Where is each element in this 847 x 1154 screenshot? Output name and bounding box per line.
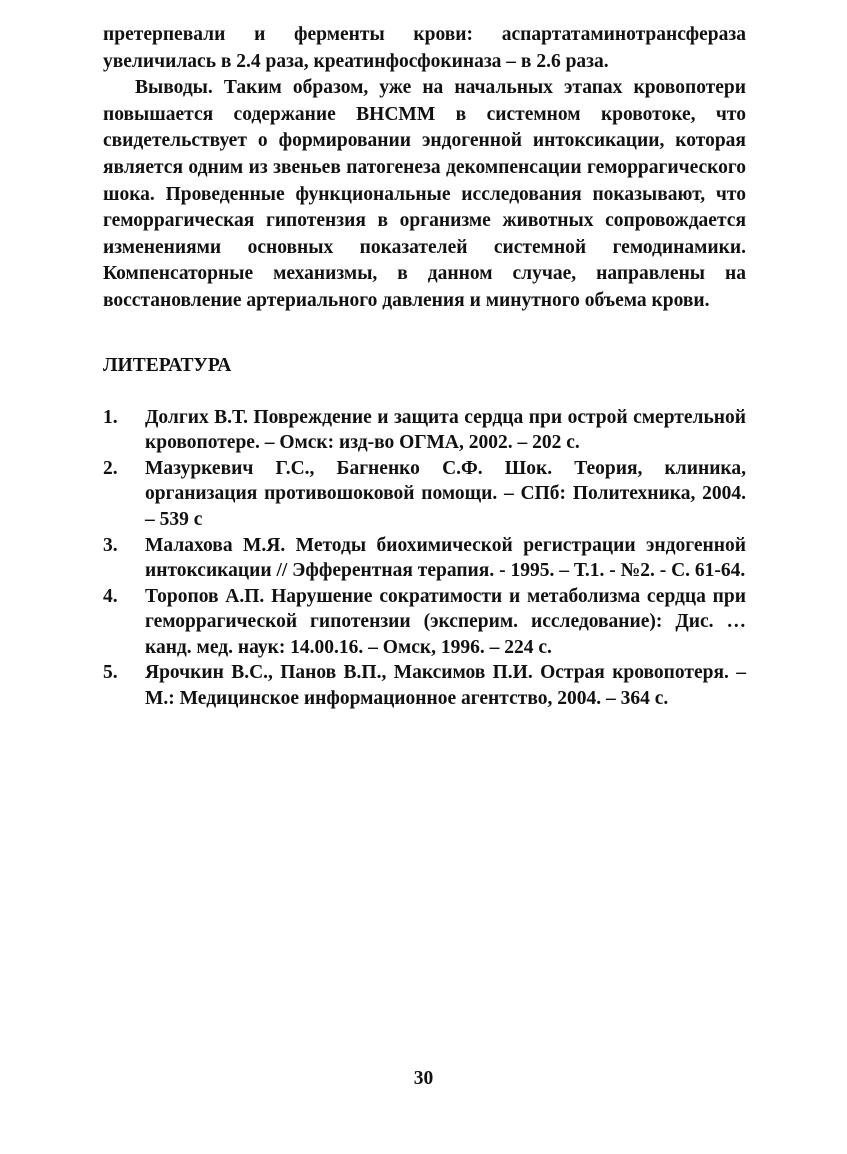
reference-number: 2.	[103, 457, 118, 479]
reference-item	[103, 660, 746, 711]
reference-text: Ярочкин В.С., Панов В.П., Максимов П.И. Острая кровопотеря. – М.: Медицинское информационное агентство, 2004. – 364 с.	[145, 662, 746, 710]
document-page	[103, 22, 746, 712]
conclusion-paragraph	[103, 75, 746, 314]
reference-text: Мазуркевич Г.С., Багненко С.Ф. Шок. Теория, клиника, организация противошоковой помощи. – СПб: Политехника, 2004. – 539 с	[145, 457, 746, 530]
reference-number: 3.	[103, 534, 118, 556]
reference-text: Малахова М.Я. Методы биохимической регистрации эндогенной интоксикации // Эфферентная терапия. - 1995. – Т.1. - №2. - С. 61-64.	[145, 534, 746, 582]
reference-number: 4.	[103, 585, 118, 607]
reference-text: Долгих В.Т. Повреждение и защита сердца при острой смертельной кровопотере. – Омск: изд-во ОГМА, 2002. – 202 с.	[145, 406, 746, 454]
references-list	[103, 405, 746, 712]
references-heading: ЛИТЕРАТУРА	[103, 354, 232, 376]
page-number: 30	[413, 1068, 434, 1089]
continuation-paragraph: претерпевали и ферменты крови: аспартатаминотрансфераза увеличилась в 2.4 раза, креатинфосфокиназа – в 2.6 раза.	[103, 24, 746, 72]
reference-item	[103, 405, 746, 456]
reference-item	[103, 456, 746, 533]
reference-item	[103, 584, 746, 661]
reference-text: Торопов А.П. Нарушение сократимости и метаболизма сердца при геморрагической гипотензии (эксперим. исследование): Дис. … канд. мед. наук: 14.00.16. – Омск, 1996. – 224 с.	[145, 585, 746, 658]
conclusion-lead: Выводы.	[135, 77, 213, 99]
reference-number: 1.	[103, 406, 118, 428]
reference-item	[103, 533, 746, 584]
reference-number: 5.	[103, 662, 118, 684]
conclusion-text: Таким образом, уже на начальных этапах кровопотери повышается содержание ВНСММ в системном кровотоке, что свидетельствует о формировании эндогенной интоксикации, которая является одним из звеньев патогенеза декомпенсации геморрагического шока. Проведенные функциональные исследования показывают, что геморрагическая гипотензия в организме животных сопровождается изменениями основных показателей системной гемодинамики. Компенсаторные механизмы, в данном случае, направлены на восстановление артериального давления и минутного объема крови.	[103, 77, 746, 311]
